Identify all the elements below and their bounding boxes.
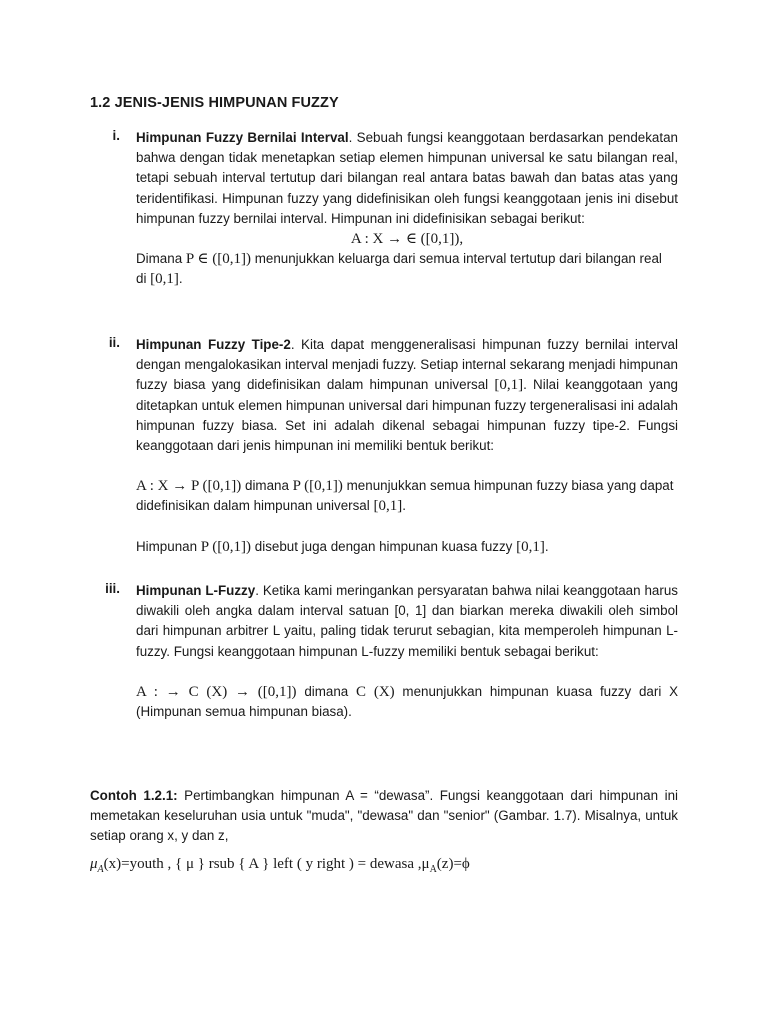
- list-numeral: iii.: [105, 581, 120, 596]
- math-inline: A : X → P ([0,1]): [136, 478, 242, 495]
- text: dimana: [241, 478, 293, 494]
- subscript: A: [97, 864, 104, 875]
- item-body: . Sebuah fungsi keanggotaan berdasarkan pendekatan bahwa dengan tidak menetapkan setiap elemen himpunan universal ke satu bilangan real, tetapi sebuah interval tertutup dari bilangan real antara batas bawah dan batas atas yang teridentifikasi. Himpunan fuzzy yang didefinisikan oleh fungsi keanggotaan jenis ini disebut himpunan fuzzy bernilai interval. Himpunan ini didefinisikan sebagai berikut:: [136, 130, 678, 226]
- math-inline: [0,1]: [494, 377, 524, 394]
- text: .: [178, 271, 183, 287]
- list-numeral: ii.: [108, 335, 120, 350]
- item-title: Himpunan Fuzzy Bernilai Interval: [136, 130, 349, 145]
- text: Dimana: [136, 251, 186, 267]
- subscript: A: [429, 864, 437, 875]
- item-content: [136, 335, 678, 557]
- math-inline: P ∈ ([0,1]): [185, 251, 251, 268]
- math-inline: C (X): [356, 683, 395, 700]
- text: menunjukkan semua himpunan fuzzy biasa yang dapat didefinisikan dalam himpunan universal: [136, 478, 674, 514]
- paragraph: [136, 128, 678, 229]
- paragraph: [136, 269, 678, 289]
- item-content: [136, 128, 678, 290]
- example-body: Pertimbangkan himpunan A = “dewasa”. Fungsi keanggotaan dari himpunan ini memetakan keseluruhan usia untuk "muda", "dewasa" dan "senior" (Gambar. 1.7). Misalnya, untuk setiap orang x, y dan z,: [90, 788, 678, 844]
- paragraph: [136, 581, 678, 662]
- text: disebut juga dengan himpunan kuasa fuzzy: [251, 538, 517, 554]
- text: Himpunan: [136, 538, 201, 554]
- text: .: [544, 538, 549, 554]
- item-body: . Ketika kami meringankan persyaratan bahwa nilai keanggotaan harus diwakili oleh angka dalam interval satuan [0, 1] dan biarkan mereka diwakili oleh simbol dari himpunan arbitrer L yaitu, paling tidak terurut sebagian, kita memperoleh himpunan L-fuzzy. Fungsi keanggotaan himpunan L-fuzzy memiliki bentuk sebagai berikut:: [136, 583, 678, 659]
- text: menunjukkan keluarga dari semua interval tertutup dari bilangan real: [251, 251, 662, 267]
- paragraph: [136, 249, 678, 269]
- math-inline: [0,1]: [150, 271, 179, 288]
- math-inline: P ([0,1]): [292, 478, 343, 495]
- item-title: Himpunan Fuzzy Tipe-2: [136, 337, 291, 352]
- paragraph: [136, 476, 678, 516]
- item-title: Himpunan L-Fuzzy: [136, 583, 256, 598]
- paragraph: [90, 786, 678, 847]
- paragraph: [136, 682, 678, 722]
- text: dimana: [296, 683, 357, 699]
- text: di: [136, 271, 151, 287]
- mu-symbol: μ: [90, 856, 98, 872]
- item-content: [136, 581, 678, 722]
- text: menunjukkan himpunan kuasa fuzzy dari X (Himpunan semua himpunan biasa).: [136, 683, 679, 720]
- example-label: Contoh 1.2.1:: [90, 788, 178, 803]
- math-inline: [0,1]: [516, 538, 545, 555]
- formula-text: (z)=ϕ: [436, 856, 470, 872]
- paragraph: [136, 335, 678, 456]
- text: .: [402, 498, 406, 514]
- item-body: . Nilai keanggotaan yang ditetapkan untuk elemen himpunan universal dari himpunan fuzzy tergeneralisasi ini adalah himpunan fuzzy biasa. Set ini adalah dikenal sebagai himpunan fuzzy tipe-2. Fungsi keanggotaan dari jenis himpunan ini memiliki bentuk berikut:: [136, 377, 678, 454]
- item-body: . Kita dapat menggeneralisasi himpunan fuzzy bernilai interval dengan mengalokasikan interval menjadi fuzzy. Setiap internal sekarang menjadi himpunan fuzzy biasa yang didefinisikan dalam himpunan universal: [136, 337, 678, 393]
- formula-text: (x)=youth , { μ } rsub { A } left ( y right ) = dewasa ,μ: [103, 856, 430, 872]
- paragraph: [136, 537, 678, 557]
- math-inline: A : → C (X) → ([0,1]): [136, 683, 297, 700]
- formula-text: A : X → ∈ ([0,1]),: [350, 231, 464, 248]
- math-inline: P ([0,1]): [200, 538, 252, 555]
- example-paragraph: [90, 786, 678, 847]
- math-inline: [0,1]: [373, 498, 403, 515]
- list-numeral: i.: [112, 128, 120, 143]
- formula: [136, 229, 678, 249]
- section-heading: 1.2 JENIS-JENIS HIMPUNAN FUZZY: [90, 95, 339, 111]
- membership-formula: [90, 856, 470, 875]
